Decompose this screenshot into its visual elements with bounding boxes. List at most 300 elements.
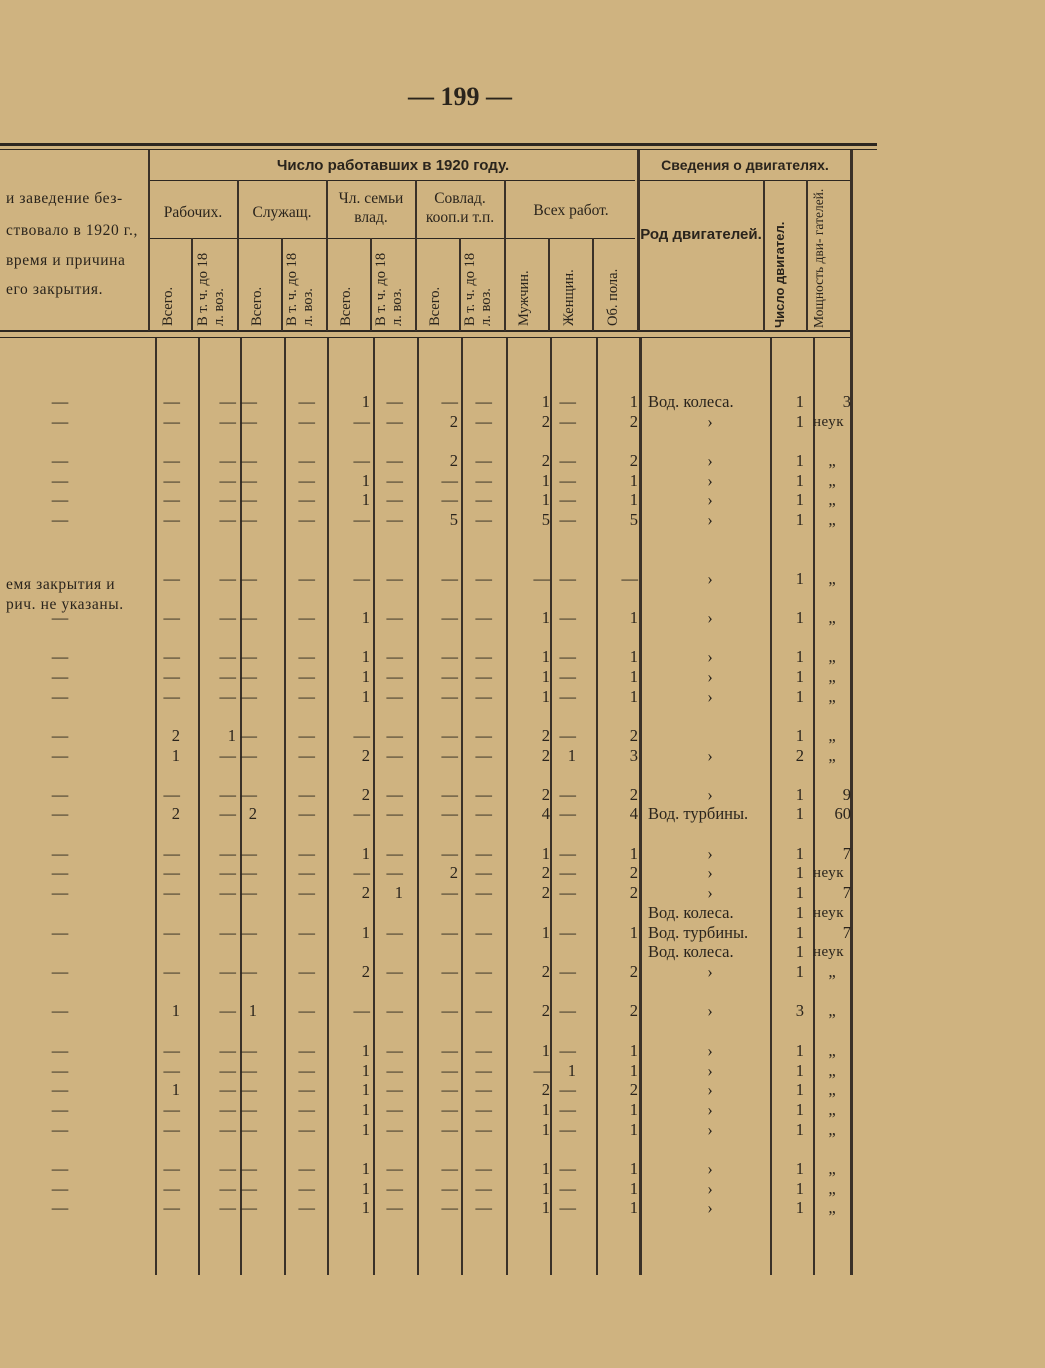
table-cell: — bbox=[559, 412, 576, 431]
table-cell: — bbox=[298, 471, 315, 490]
row-closure-note: — bbox=[51, 451, 69, 470]
engine-type-cell: › bbox=[707, 863, 713, 882]
table-cell: — bbox=[441, 647, 458, 666]
table-cell: 2 bbox=[449, 451, 458, 470]
engine-power-cell: 7 bbox=[842, 844, 851, 863]
engine-count-cell: 1 bbox=[795, 903, 804, 922]
table-cell: — bbox=[163, 687, 180, 706]
row-closure-note: — bbox=[51, 687, 69, 706]
table-cell: 1 bbox=[541, 1198, 550, 1217]
row-closure-note: — bbox=[51, 1001, 69, 1020]
table-cell: — bbox=[441, 923, 458, 942]
table-cell: 2 bbox=[248, 804, 257, 823]
row-closure-note: — bbox=[51, 746, 69, 765]
table-cell: 1 bbox=[361, 1198, 370, 1217]
engine-type-cell: › bbox=[707, 1179, 713, 1198]
table-cell: — bbox=[298, 1041, 315, 1060]
table-cell: — bbox=[475, 785, 492, 804]
engine-type-cell: › bbox=[707, 471, 713, 490]
table-cell: — bbox=[386, 687, 403, 706]
engine-type-cell: › bbox=[707, 510, 713, 529]
col-header-ob-pola: Об. пола. bbox=[605, 268, 621, 326]
table-cell: 1 bbox=[541, 1100, 550, 1119]
table-cell: 2 bbox=[541, 726, 550, 745]
engine-type-cell: › bbox=[707, 1198, 713, 1217]
table-cell: 1 bbox=[629, 1041, 638, 1060]
table-cell: — bbox=[441, 687, 458, 706]
row-closure-note: — bbox=[51, 923, 69, 942]
table-cell: — bbox=[219, 1198, 236, 1217]
table-cell: 2 bbox=[449, 863, 458, 882]
table-cell: — bbox=[353, 804, 370, 823]
table-cell: — bbox=[353, 412, 370, 431]
table-cell: 1 bbox=[541, 1041, 550, 1060]
table-cell: — bbox=[240, 746, 257, 765]
engine-type-cell: › bbox=[707, 746, 713, 765]
table-cell: 5 bbox=[541, 510, 550, 529]
table-cell: — bbox=[475, 490, 492, 509]
table-cell: — bbox=[559, 1159, 576, 1178]
table-cell: 2 bbox=[541, 785, 550, 804]
table-cell: — bbox=[298, 726, 315, 745]
table-cell: — bbox=[240, 490, 257, 509]
table-cell: — bbox=[298, 510, 315, 529]
table-cell: 2 bbox=[629, 726, 638, 745]
left-header-line-1: и заведение без- bbox=[6, 190, 123, 207]
table-cell: — bbox=[441, 804, 458, 823]
engine-count-cell: 1 bbox=[795, 1198, 804, 1217]
table-cell: — bbox=[475, 392, 492, 411]
table-cell: — bbox=[219, 392, 236, 411]
engine-type-cell: › bbox=[707, 490, 713, 509]
table-cell: — bbox=[386, 1001, 403, 1020]
engine-power-cell: 7 bbox=[842, 923, 851, 942]
table-cell: — bbox=[163, 883, 180, 902]
table-cell: — bbox=[386, 746, 403, 765]
engine-count-cell: 1 bbox=[795, 844, 804, 863]
top-rule-thin bbox=[0, 149, 877, 150]
table-cell: — bbox=[386, 1179, 403, 1198]
header-rod: Род двигателей. bbox=[640, 226, 762, 243]
table-cell: — bbox=[163, 923, 180, 942]
table-cell: — bbox=[240, 471, 257, 490]
table-cell: 2 bbox=[449, 412, 458, 431]
table-cell: — bbox=[386, 412, 403, 431]
table-cell: — bbox=[163, 1120, 180, 1139]
engine-type-cell: › bbox=[707, 608, 713, 627]
table-cell: — bbox=[559, 451, 576, 470]
table-cell: — bbox=[240, 392, 257, 411]
table-cell: — bbox=[353, 569, 370, 588]
table-cell: — bbox=[559, 1001, 576, 1020]
table-cell: — bbox=[559, 785, 576, 804]
table-cell: 5 bbox=[449, 510, 458, 529]
table-cell: — bbox=[240, 1159, 257, 1178]
table-cell: — bbox=[219, 1159, 236, 1178]
engine-power-cell: неук bbox=[813, 865, 845, 881]
table-cell: — bbox=[386, 1159, 403, 1178]
table-cell: 1 bbox=[629, 608, 638, 627]
table-cell: — bbox=[219, 667, 236, 686]
table-cell: — bbox=[240, 1179, 257, 1198]
row-closure-note: — bbox=[51, 1120, 69, 1139]
table-cell: — bbox=[475, 1001, 492, 1020]
table-cell: — bbox=[219, 608, 236, 627]
engine-type-cell: Вод. турбины. bbox=[648, 923, 749, 942]
engine-power-cell: „ bbox=[828, 1198, 836, 1217]
table-cell: — bbox=[475, 687, 492, 706]
table-cell: — bbox=[441, 392, 458, 411]
table-cell: — bbox=[475, 1120, 492, 1139]
engine-type-cell: Вод. колеса. bbox=[648, 392, 734, 411]
table-cell: 2 bbox=[171, 726, 180, 745]
table-cell: — bbox=[386, 726, 403, 745]
engine-power-cell: „ bbox=[828, 1179, 836, 1198]
table-cell: — bbox=[219, 883, 236, 902]
table-cell: — bbox=[386, 608, 403, 627]
table-cell: 1 bbox=[629, 490, 638, 509]
table-cell: 1 bbox=[361, 1080, 370, 1099]
table-cell: — bbox=[386, 471, 403, 490]
engine-power-cell: „ bbox=[828, 1120, 836, 1139]
table-cell: — bbox=[386, 962, 403, 981]
table-cell: — bbox=[386, 1061, 403, 1080]
col-header-sl-vsego: Всего. bbox=[249, 286, 265, 326]
table-cell: — bbox=[240, 726, 257, 745]
table-cell: — bbox=[441, 726, 458, 745]
table-cell: — bbox=[219, 785, 236, 804]
col-header-chl-do18: В т. ч. до 18 л. воз. bbox=[373, 252, 405, 326]
engine-count-cell: 1 bbox=[795, 1120, 804, 1139]
table-cell: 2 bbox=[541, 863, 550, 882]
table-cell: — bbox=[298, 687, 315, 706]
row-closure-note: — bbox=[51, 667, 69, 686]
table-cell: — bbox=[163, 1061, 180, 1080]
table-cell: — bbox=[219, 844, 236, 863]
engine-power-cell: неук bbox=[813, 944, 845, 960]
table-cell: 2 bbox=[361, 883, 370, 902]
table-cell: 4 bbox=[629, 804, 638, 823]
table-cell: — bbox=[386, 863, 403, 882]
header-vline bbox=[592, 238, 594, 331]
row-closure-note: — bbox=[51, 883, 69, 902]
table-cell: — bbox=[386, 451, 403, 470]
table-cell: 1 bbox=[361, 923, 370, 942]
table-cell: — bbox=[386, 1100, 403, 1119]
table-cell: — bbox=[533, 569, 550, 588]
table-cell: 1 bbox=[629, 1061, 638, 1080]
table-cell: — bbox=[559, 1120, 576, 1139]
engine-count-cell: 1 bbox=[795, 490, 804, 509]
table-cell: — bbox=[240, 608, 257, 627]
engine-power-cell: „ bbox=[828, 647, 836, 666]
row-closure-note: — bbox=[51, 1159, 69, 1178]
table-cell: 1 bbox=[394, 883, 403, 902]
table-cell: — bbox=[441, 1179, 458, 1198]
table-cell: 1 bbox=[361, 471, 370, 490]
table-cell: 1 bbox=[629, 844, 638, 863]
table-cell: 2 bbox=[629, 863, 638, 882]
engine-power-cell: „ bbox=[828, 510, 836, 529]
engine-power-cell: „ bbox=[828, 1041, 836, 1060]
table-cell: 3 bbox=[629, 746, 638, 765]
table-cell: — bbox=[163, 490, 180, 509]
table-cell: 1 bbox=[171, 1080, 180, 1099]
header-moshchnost: Мощность дви- гателей. bbox=[811, 188, 826, 328]
table-cell: — bbox=[386, 490, 403, 509]
engine-count-cell: 1 bbox=[795, 510, 804, 529]
table-cell: — bbox=[475, 883, 492, 902]
row-closure-note: — bbox=[51, 962, 69, 981]
table-cell: — bbox=[475, 451, 492, 470]
table-cell: — bbox=[163, 1159, 180, 1178]
table-cell: — bbox=[475, 412, 492, 431]
row-closure-note: — bbox=[51, 1198, 69, 1217]
table-cell: — bbox=[353, 726, 370, 745]
table-cell: 1 bbox=[541, 667, 550, 686]
engine-power-cell: „ bbox=[828, 1061, 836, 1080]
table-cell: — bbox=[219, 804, 236, 823]
table-cell: — bbox=[353, 451, 370, 470]
row-closure-note: — bbox=[51, 1080, 69, 1099]
table-cell: — bbox=[559, 962, 576, 981]
table-cell: — bbox=[163, 667, 180, 686]
table-cell: — bbox=[559, 510, 576, 529]
left-note-line-2: рич. не указаны. bbox=[6, 596, 124, 613]
table-cell: — bbox=[298, 667, 315, 686]
engine-type-cell: › bbox=[707, 687, 713, 706]
table-cell: 1 bbox=[629, 471, 638, 490]
engine-count-cell: 1 bbox=[795, 804, 804, 823]
engine-type-cell: › bbox=[707, 785, 713, 804]
table-cell: 2 bbox=[361, 746, 370, 765]
table-cell: 1 bbox=[248, 1001, 257, 1020]
table-cell: — bbox=[219, 1061, 236, 1080]
table-cell: — bbox=[219, 510, 236, 529]
table-cell: 2 bbox=[361, 785, 370, 804]
table-cell: — bbox=[559, 667, 576, 686]
table-cell: — bbox=[298, 863, 315, 882]
table-cell: — bbox=[386, 844, 403, 863]
table-cell: — bbox=[475, 1159, 492, 1178]
table-cell: 1 bbox=[541, 1120, 550, 1139]
engine-count-cell: 1 bbox=[795, 451, 804, 470]
engine-power-cell: 7 bbox=[842, 883, 851, 902]
table-cell: — bbox=[219, 923, 236, 942]
table-cell: — bbox=[240, 510, 257, 529]
table-cell: 1 bbox=[541, 923, 550, 942]
table-cell: — bbox=[621, 569, 638, 588]
subgroup-rule-2 bbox=[504, 238, 635, 239]
engine-type-cell: › bbox=[707, 569, 713, 588]
table-cell: — bbox=[386, 569, 403, 588]
table-cell: — bbox=[386, 1120, 403, 1139]
table-cell: 2 bbox=[629, 883, 638, 902]
table-cell: — bbox=[240, 1061, 257, 1080]
subheader-sovlad: Совлад. кооп.и т.п. bbox=[425, 190, 495, 226]
engine-count-cell: 1 bbox=[795, 667, 804, 686]
table-cell: 1 bbox=[629, 1100, 638, 1119]
engine-type-cell: › bbox=[707, 1120, 713, 1139]
table-cell: — bbox=[163, 1179, 180, 1198]
table-cell: — bbox=[559, 647, 576, 666]
table-cell: — bbox=[163, 471, 180, 490]
engine-power-cell: „ bbox=[828, 451, 836, 470]
table-cell: — bbox=[441, 1080, 458, 1099]
engine-power-cell: „ bbox=[828, 608, 836, 627]
table-cell: 1 bbox=[171, 746, 180, 765]
row-closure-note: — bbox=[51, 785, 69, 804]
table-cell: — bbox=[298, 490, 315, 509]
table-cell: 2 bbox=[629, 412, 638, 431]
row-closure-note: — bbox=[51, 1100, 69, 1119]
table-cell: — bbox=[219, 863, 236, 882]
engine-count-cell: 1 bbox=[795, 1041, 804, 1060]
table-cell: — bbox=[559, 1041, 576, 1060]
table-cell: — bbox=[219, 1001, 236, 1020]
table-cell: — bbox=[298, 785, 315, 804]
header-chislo-dvigateley: Число двигател. bbox=[772, 221, 787, 328]
table-cell: — bbox=[559, 923, 576, 942]
table-cell: — bbox=[240, 863, 257, 882]
engine-count-cell: 1 bbox=[795, 1179, 804, 1198]
table-cell: — bbox=[353, 1001, 370, 1020]
table-cell: 1 bbox=[629, 667, 638, 686]
table-cell: — bbox=[163, 608, 180, 627]
table-cell: 1 bbox=[629, 1120, 638, 1139]
engine-count-cell: 1 bbox=[795, 726, 804, 745]
table-cell: — bbox=[475, 746, 492, 765]
table-cell: — bbox=[298, 844, 315, 863]
header-vline bbox=[806, 180, 808, 331]
table-cell: — bbox=[475, 962, 492, 981]
table-cell: — bbox=[240, 647, 257, 666]
table-cell: — bbox=[441, 667, 458, 686]
engine-count-cell: 2 bbox=[795, 746, 804, 765]
table-cell: — bbox=[298, 647, 315, 666]
engine-count-cell: 1 bbox=[795, 1100, 804, 1119]
table-cell: — bbox=[298, 1001, 315, 1020]
engine-type-cell: › bbox=[707, 667, 713, 686]
engine-type-cell: › bbox=[707, 1159, 713, 1178]
col-header-sl-do18: В т. ч. до 18 л. воз. bbox=[284, 252, 316, 326]
table-cell: — bbox=[353, 863, 370, 882]
table-cell: — bbox=[240, 451, 257, 470]
table-cell: — bbox=[298, 1198, 315, 1217]
row-closure-note: — bbox=[51, 490, 69, 509]
table-cell: — bbox=[559, 1198, 576, 1217]
table-cell: — bbox=[163, 844, 180, 863]
table-cell: — bbox=[559, 608, 576, 627]
row-closure-note: — bbox=[51, 1061, 69, 1080]
engine-count-cell: 1 bbox=[795, 471, 804, 490]
row-closure-note: — bbox=[51, 647, 69, 666]
table-cell: — bbox=[475, 1179, 492, 1198]
engine-power-cell: „ bbox=[828, 746, 836, 765]
table-cell: 1 bbox=[541, 490, 550, 509]
table-cell: 1 bbox=[361, 1120, 370, 1139]
table-cell: — bbox=[240, 785, 257, 804]
table-cell: — bbox=[559, 804, 576, 823]
table-cell: — bbox=[441, 1100, 458, 1119]
engine-type-cell: › bbox=[707, 1001, 713, 1020]
table-cell: — bbox=[386, 923, 403, 942]
table-cell: — bbox=[386, 785, 403, 804]
table-cell: — bbox=[475, 1198, 492, 1217]
engine-count-cell: 1 bbox=[795, 687, 804, 706]
row-closure-note: — bbox=[51, 1179, 69, 1198]
engine-power-cell: „ bbox=[828, 962, 836, 981]
table-cell: 4 bbox=[541, 804, 550, 823]
engine-power-cell: 60 bbox=[834, 804, 851, 823]
table-cell: 1 bbox=[541, 844, 550, 863]
table-cell: — bbox=[298, 746, 315, 765]
table-cell: 1 bbox=[541, 1179, 550, 1198]
table-cell: 1 bbox=[361, 1179, 370, 1198]
subheader-vsekh: Всех работ. bbox=[533, 202, 609, 219]
table-cell: — bbox=[441, 785, 458, 804]
table-cell: 1 bbox=[567, 1061, 576, 1080]
col-header-sov-vsego: Всего. bbox=[427, 286, 443, 326]
table-cell: — bbox=[353, 510, 370, 529]
engine-count-cell: 1 bbox=[795, 942, 804, 961]
table-cell: 2 bbox=[629, 962, 638, 981]
table-cell: 2 bbox=[541, 1001, 550, 1020]
table-cell: 1 bbox=[361, 1159, 370, 1178]
table-cell: — bbox=[163, 392, 180, 411]
engine-count-cell: 1 bbox=[795, 412, 804, 431]
table-cell: 2 bbox=[629, 1080, 638, 1099]
table-cell: — bbox=[559, 1080, 576, 1099]
table-cell: — bbox=[475, 1061, 492, 1080]
table-cell: 1 bbox=[361, 667, 370, 686]
engine-type-cell: › bbox=[707, 1100, 713, 1119]
table-cell: — bbox=[219, 1080, 236, 1099]
table-cell: — bbox=[163, 1100, 180, 1119]
table-cell: — bbox=[219, 412, 236, 431]
engine-type-cell: Вод. турбины. bbox=[648, 804, 749, 823]
table-cell: — bbox=[219, 1041, 236, 1060]
table-cell: — bbox=[219, 687, 236, 706]
table-cell: — bbox=[298, 883, 315, 902]
table-cell: 2 bbox=[541, 451, 550, 470]
row-closure-note: — bbox=[51, 510, 69, 529]
table-cell: 2 bbox=[171, 804, 180, 823]
table-cell: — bbox=[298, 569, 315, 588]
table-cell: 1 bbox=[629, 1198, 638, 1217]
table-cell: — bbox=[475, 844, 492, 863]
engines-rule bbox=[640, 180, 850, 181]
engine-power-cell: „ bbox=[828, 687, 836, 706]
table-cell: — bbox=[475, 863, 492, 882]
engine-count-cell: 1 bbox=[795, 1061, 804, 1080]
table-cell: 1 bbox=[629, 647, 638, 666]
table-cell: 1 bbox=[629, 1179, 638, 1198]
engines-group-header: Сведения о двигателях. bbox=[661, 157, 829, 173]
table-cell: — bbox=[475, 1100, 492, 1119]
table-cell: — bbox=[559, 687, 576, 706]
table-cell: — bbox=[298, 1159, 315, 1178]
page-number: — 199 — bbox=[408, 82, 512, 111]
table-cell: — bbox=[475, 1080, 492, 1099]
table-cell: — bbox=[240, 1120, 257, 1139]
table-cell: 1 bbox=[541, 647, 550, 666]
table-cell: — bbox=[441, 1198, 458, 1217]
engine-count-cell: 1 bbox=[795, 647, 804, 666]
left-header-line-3: время и причина bbox=[6, 252, 126, 269]
table-cell: — bbox=[219, 1120, 236, 1139]
table-cell: — bbox=[441, 1041, 458, 1060]
